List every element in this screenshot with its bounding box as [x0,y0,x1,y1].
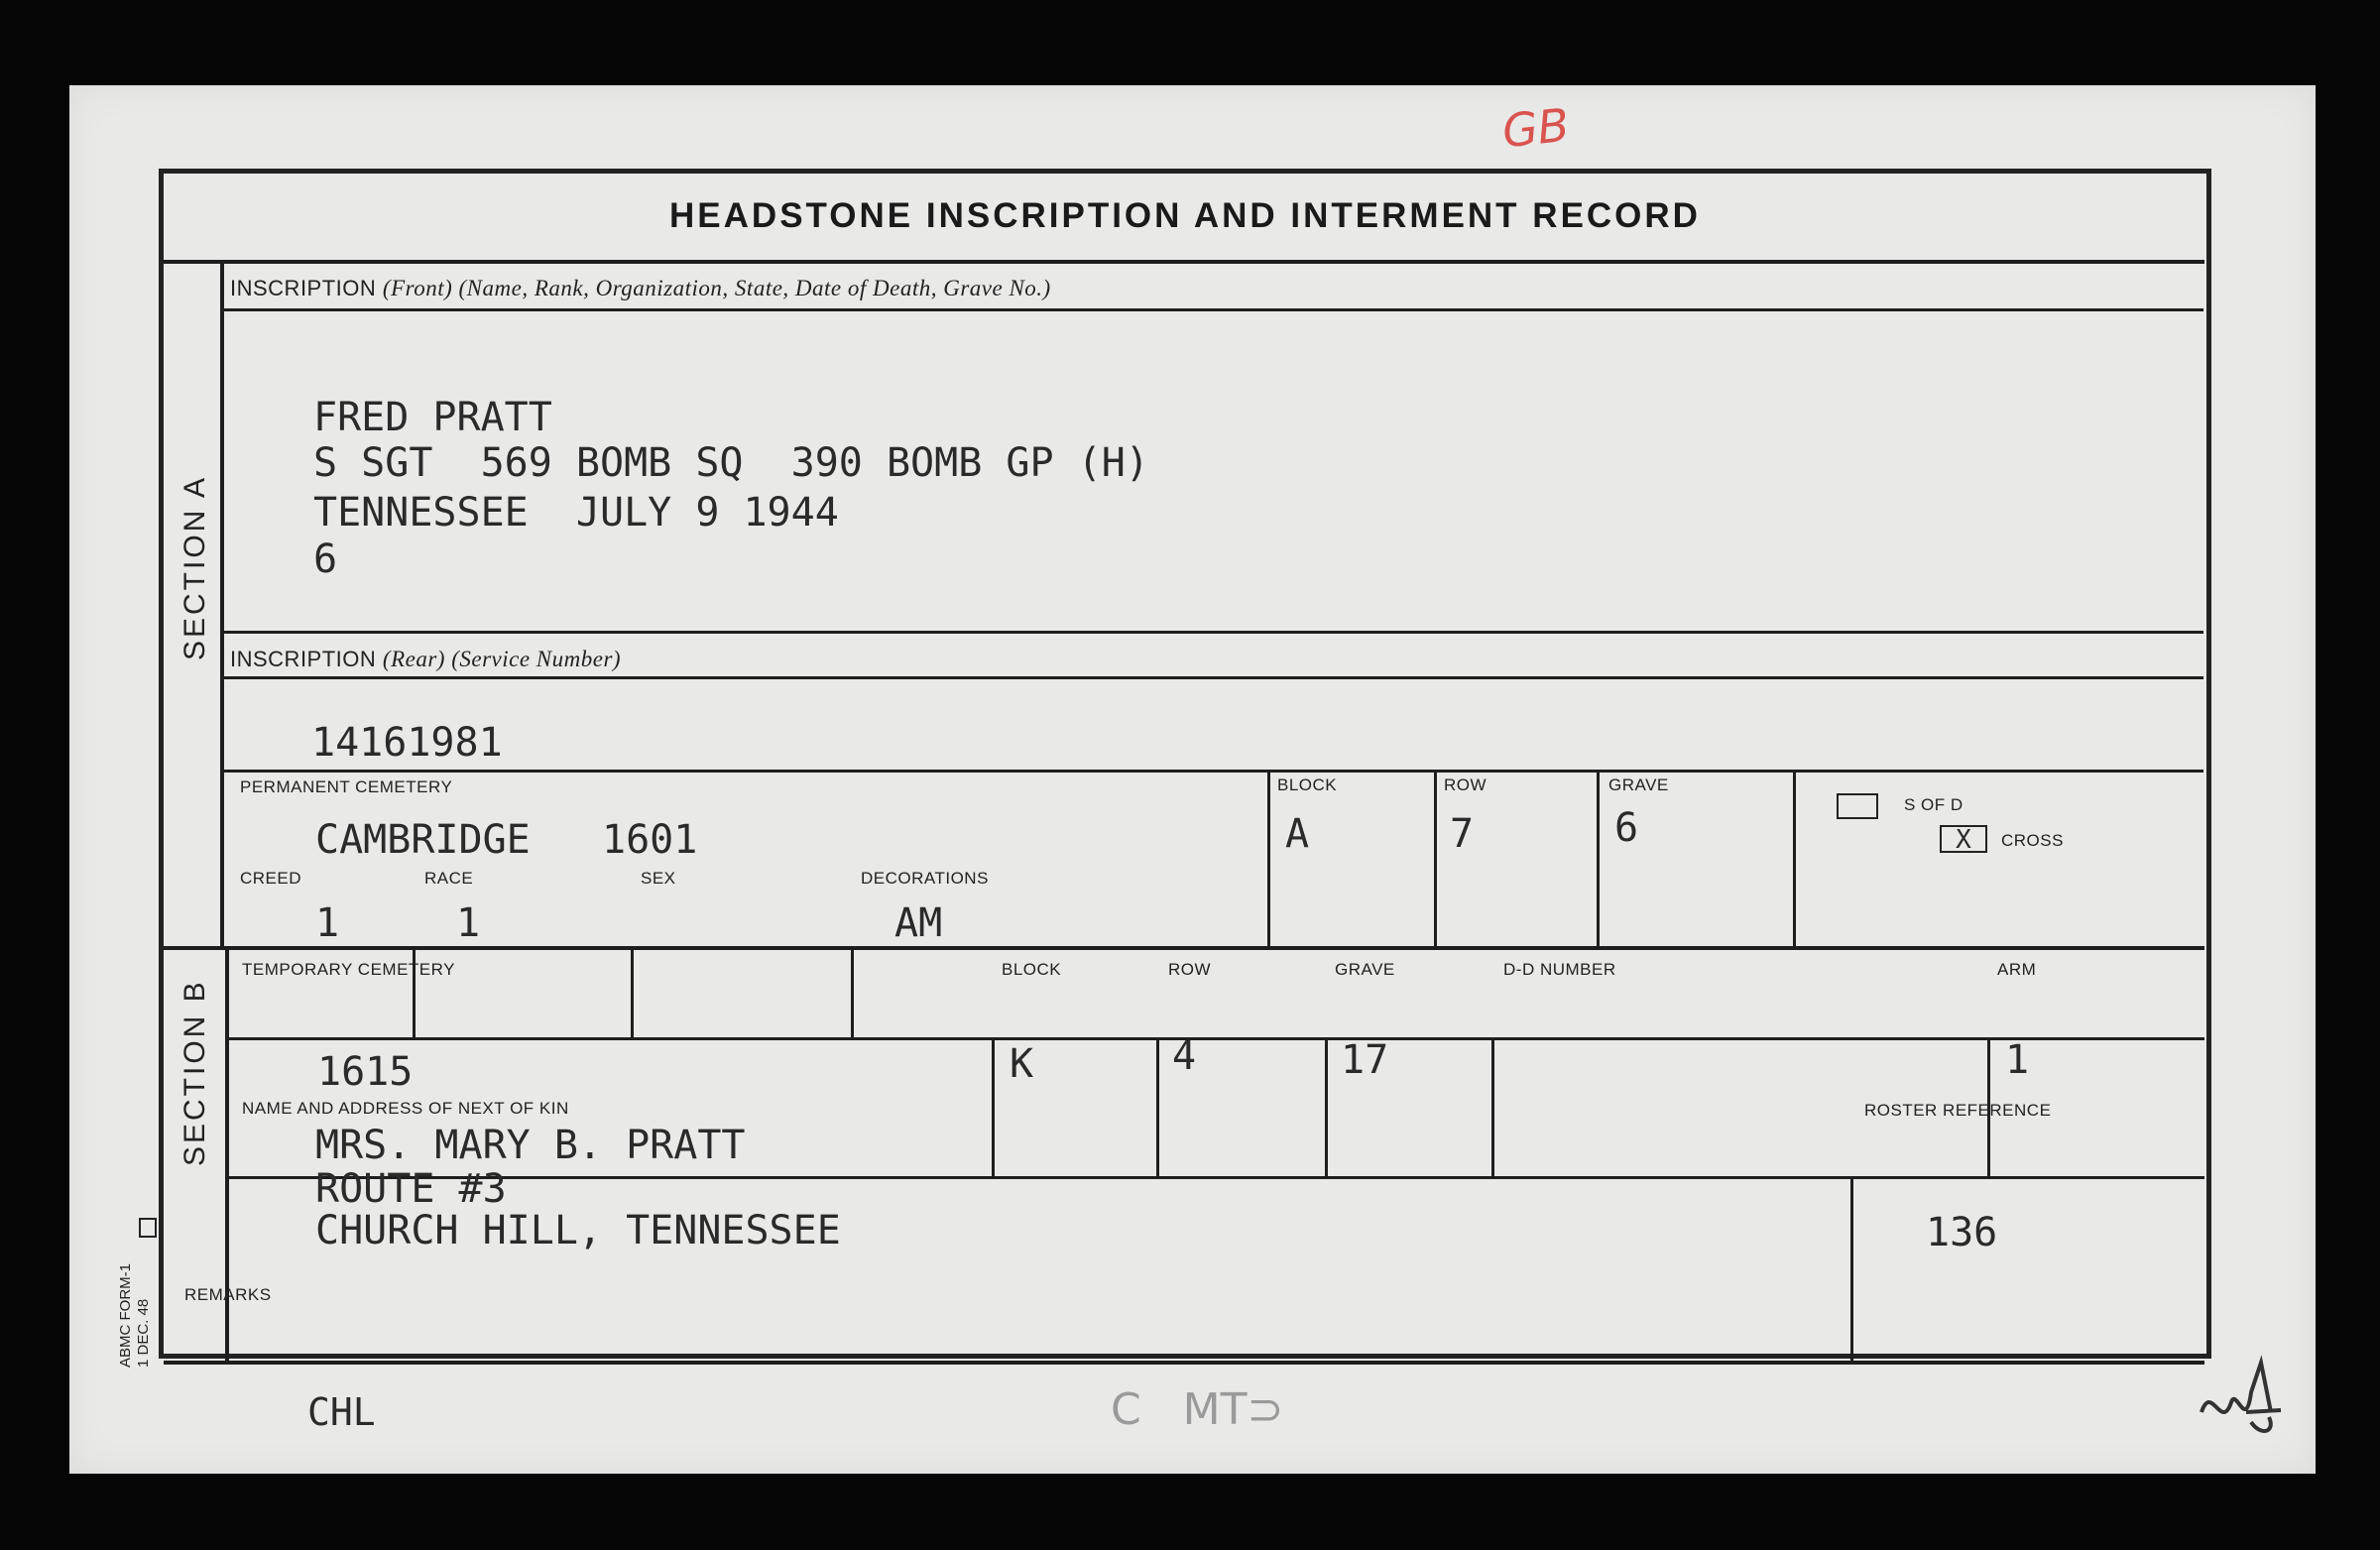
arm-value: 1 [2005,1037,2030,1083]
kin-top-divider [225,1176,2204,1179]
section-b-label: SECTION B [178,979,211,1166]
next-of-kin-label: NAME AND ADDRESS OF NEXT OF KIN [242,1099,569,1118]
temporary-row-label: ROW [1168,960,1212,979]
decorations-label: DECORATIONS [861,869,989,888]
temporary-block-value: K [1010,1041,1034,1087]
creed-value: 1 [315,900,340,946]
temporary-cemetery-label: TEMPORARY CEMETERY [242,960,455,979]
inscription-front-line-3: TENNESSEE JULY 9 1944 [313,490,839,536]
temp-dd-divider [1491,1039,1494,1178]
cross-checkbox[interactable] [1940,825,1987,853]
temporary-row-value: 4 [1172,1033,1197,1079]
initials-scribble [2192,1343,2291,1452]
inscription-front-line-2: S SGT 569 BOMB SQ 390 BOMB GP (H) [313,440,1149,486]
bottom-note-c-mt: C MT⊃ [1111,1384,1284,1435]
sex-decorations-divider [851,948,854,1039]
red-mark: GB [1499,97,1572,159]
permanent-cemetery-value: CAMBRIDGE 1601 [315,817,698,863]
sofd-label: S OF D [1904,795,1964,814]
sofd-checkbox[interactable] [1837,793,1878,819]
permanent-row-value: 7 [1450,811,1475,857]
dd-number-label: D-D NUMBER [1503,960,1616,979]
permanent-cemetery-label: PERMANENT CEMETERY [240,777,453,796]
perm-block-divider [1267,770,1270,948]
inscription-front-label-divider [222,308,2203,311]
roster-reference-value: 136 [1926,1210,1998,1255]
cross-label: CROSS [2001,831,2064,850]
perm-grave-divider [1597,770,1600,948]
next-of-kin-line-2: ROUTE #3 [315,1166,507,1212]
inscription-rear-label-divider [222,676,2203,679]
service-number: 14161981 [311,720,503,766]
temp-row-divider [1156,1039,1159,1178]
remarks-label: REMARKS [184,1285,272,1304]
temporary-grave-label: GRAVE [1335,960,1395,979]
inscription-rear-label: INSCRIPTION (Rear) (Service Number) [230,647,622,671]
cross-check-mark: X [1956,825,1971,855]
sex-label: SEX [641,869,676,888]
decorations-value: AM [894,900,943,946]
perm-marker-divider [1793,770,1796,948]
form-id: ABMC FORM-1 1 DEC. 48 [117,1263,152,1368]
arm-label: ARM [1997,960,2037,979]
section-a-label: SECTION A [178,474,211,660]
bottom-note-chl: CHL [307,1390,376,1434]
permanent-block-value: A [1285,811,1310,857]
next-of-kin-line-3: CHURCH HILL, TENNESSEE [315,1208,841,1253]
permanent-top-divider [222,770,2203,773]
race-value: 1 [456,900,481,946]
form-id-checkbox [139,1218,157,1238]
temporary-grave-value: 17 [1341,1037,1389,1083]
permanent-grave-label: GRAVE [1608,775,1669,794]
race-sex-divider [631,948,634,1039]
permanent-grave-value: 6 [1614,805,1639,851]
form-title: HEADSTONE INSCRIPTION AND INTERMENT RECORD [669,196,1701,235]
creed-label: CREED [240,869,302,888]
permanent-block-label: BLOCK [1277,775,1338,794]
section-a-divider [220,262,224,948]
race-label: RACE [424,869,474,888]
remarks-top-divider [164,1361,2204,1365]
permanent-row-label: ROW [1444,775,1488,794]
roster-reference-label: ROSTER REFERENCE [1864,1101,2052,1120]
roster-divider [1850,1178,1853,1365]
next-of-kin-line-1: MRS. MARY B. PRATT [315,1123,746,1168]
temp-grave-divider [1325,1039,1328,1178]
record-card [69,85,2316,1474]
inscription-rear-top-divider [222,631,2203,634]
inscription-front-line-4: 6 [313,537,338,582]
temp-block-divider [992,1039,995,1178]
temporary-block-label: BLOCK [1002,960,1062,979]
section-ab-divider [164,946,2204,950]
inscription-front-label: INSCRIPTION (Front) (Name, Rank, Organization, State, Date of Death, Grave No.) [230,276,1051,300]
temporary-top-divider [225,1037,2204,1040]
perm-row-divider [1434,770,1437,948]
inscription-front-line-1: FRED PRATT [313,395,552,440]
temporary-cemetery-value: 1615 [317,1049,414,1095]
title-divider [164,260,2204,264]
